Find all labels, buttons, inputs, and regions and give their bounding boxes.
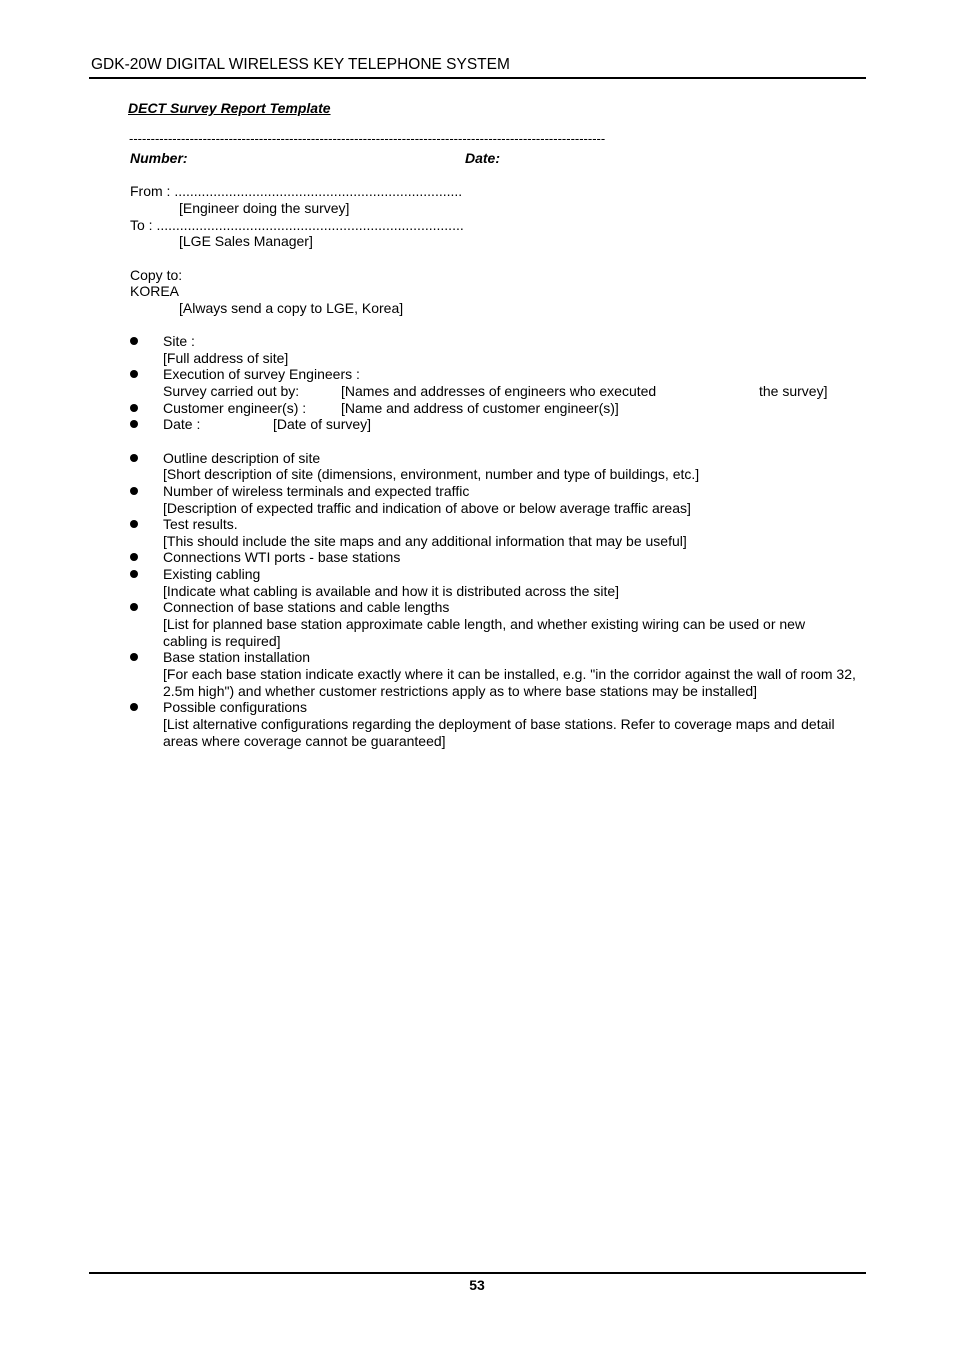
bullet-icon bbox=[130, 653, 138, 661]
list-item-label: Existing cabling bbox=[163, 566, 261, 582]
copy-to-value: KOREA bbox=[130, 283, 180, 299]
bullet-icon bbox=[130, 337, 138, 345]
list-item-note: [Short description of site (dimensions, environment, number and type of buildings, etc.] bbox=[163, 466, 700, 482]
list-item-note: [List for planned base station approximate cable length, and whether existing wiring can be used or new cabling is required] bbox=[163, 616, 806, 649]
survey-date-note: [Date of survey] bbox=[273, 416, 372, 432]
bullet-icon bbox=[130, 454, 138, 462]
copy-to-label: Copy to: bbox=[130, 267, 183, 283]
customer-engineer-note: [Name and address of customer engineer(s)] bbox=[341, 400, 619, 416]
separator-line: -------------------------------------------------------------------------------------------------------------- bbox=[129, 131, 606, 146]
carried-out-note-end: the survey] bbox=[759, 383, 828, 399]
from-note: [Engineer doing the survey] bbox=[179, 200, 350, 216]
bullet-icon bbox=[130, 553, 138, 561]
bullet-icon bbox=[130, 603, 138, 611]
list-item-label: Connections WTI ports - base stations bbox=[163, 549, 401, 565]
footer-rule bbox=[89, 1272, 866, 1274]
list-item-label: Base station installation bbox=[163, 649, 311, 665]
carried-out-label: Survey carried out by: bbox=[163, 383, 300, 399]
list-item-label: Number of wireless terminals and expected traffic bbox=[163, 483, 470, 499]
header-rule bbox=[89, 77, 866, 79]
survey-date-label: Date : bbox=[163, 416, 201, 432]
list-item-note: [List alternative configurations regarding the deployment of base stations. Refer to coverage maps and detail areas where coverage cannot be guaranteed] bbox=[163, 716, 835, 749]
customer-engineer-label: Customer engineer(s) : bbox=[163, 400, 307, 416]
list-item-label: Connection of base stations and cable lengths bbox=[163, 599, 450, 615]
bullet-icon bbox=[130, 570, 138, 578]
bullet-icon bbox=[130, 703, 138, 711]
document-header-title: GDK-20W DIGITAL WIRELESS KEY TELEPHONE SYSTEM bbox=[91, 56, 510, 73]
date-label: Date: bbox=[465, 150, 501, 166]
section-title: DECT Survey Report Template bbox=[128, 100, 331, 116]
list-item-label: Outline description of site bbox=[163, 450, 321, 466]
site-note: [Full address of site] bbox=[163, 350, 289, 366]
list-item-note: [Indicate what cabling is available and how it is distributed across the site] bbox=[163, 583, 620, 599]
page-number: 53 bbox=[469, 1277, 485, 1293]
copy-to-note: [Always send a copy to LGE, Korea] bbox=[179, 300, 404, 316]
bullet-icon bbox=[130, 487, 138, 495]
bullet-icon bbox=[130, 420, 138, 428]
from-line: From : .......................................................................... bbox=[130, 183, 463, 199]
list-item-note: [Description of expected traffic and indication of above or below average traffic areas] bbox=[163, 500, 691, 516]
bullet-icon bbox=[130, 370, 138, 378]
execution-label: Execution of survey Engineers : bbox=[163, 366, 360, 382]
list-item-label: Test results. bbox=[163, 516, 238, 532]
to-line: To : ............................................................................... bbox=[130, 217, 464, 233]
list-item-label: Possible configurations bbox=[163, 699, 307, 715]
number-label: Number: bbox=[130, 150, 188, 166]
to-note: [LGE Sales Manager] bbox=[179, 233, 313, 249]
site-label: Site : bbox=[163, 333, 195, 349]
list-item-note: [For each base station indicate exactly where it can be installed, e.g. "in the corridor against the wall of room 32, 2.5m high") and whether customer restrictions apply as to where base stations may be installed] bbox=[163, 666, 856, 699]
bullet-icon bbox=[130, 520, 138, 528]
carried-out-note: [Names and addresses of engineers who executed bbox=[341, 383, 657, 399]
bullet-icon bbox=[130, 404, 138, 412]
list-item-note: [This should include the site maps and any additional information that may be useful] bbox=[163, 533, 687, 549]
